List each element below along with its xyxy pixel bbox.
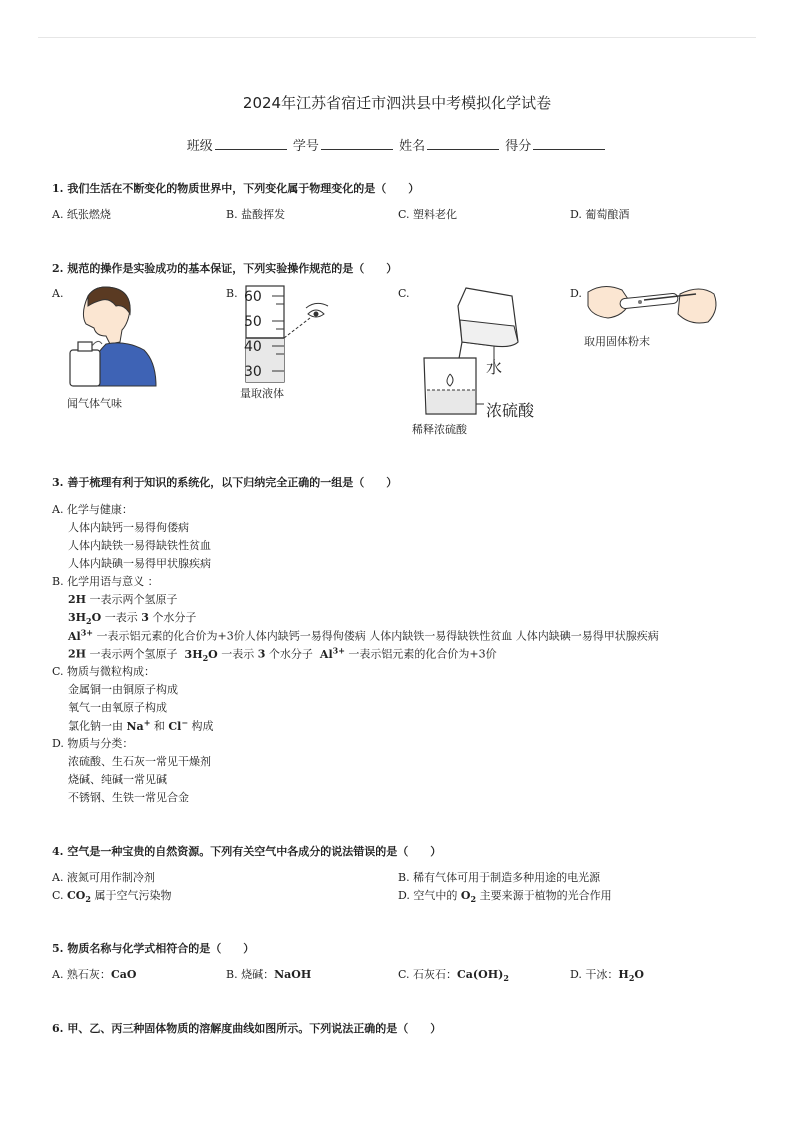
- q3-b-line-3: $Al^{3+}$ 一表示铝元素的化合价为+3价人体内缺钙一易得佝偻病 人体内缺铁一易得缺铁性贫血 人体内缺碘一易得甲状腺疾病: [68, 627, 659, 643]
- q3-d-line-3: 不锈钢、生铁一常见合金: [68, 791, 189, 804]
- q1-option-a[interactable]: A. 纸张燃烧: [52, 208, 111, 221]
- q4-option-d[interactable]: D. 空气中的 $O_2$ 主要来源于植物的光合作用: [398, 889, 612, 905]
- q3-b-line-2: $3H_2O$ 一表示 3 个水分子: [68, 611, 197, 627]
- q1-option-c[interactable]: C. 塑料老化: [398, 208, 458, 221]
- q1-option-b[interactable]: B. 盐酸挥发: [226, 208, 286, 221]
- question-6-stem: 6. 甲、乙、丙三种固体物质的溶解度曲线如图所示。下列说法正确的是（ ）: [52, 1022, 442, 1035]
- 2h-symbol: 2H: [68, 593, 87, 606]
- q2-caption-c: 稀释浓硫酸: [412, 423, 467, 436]
- scale-40: 40: [244, 339, 262, 355]
- page-title: 2024年江苏省宿迁市泗洪县中考模拟化学试卷: [242, 94, 552, 112]
- question-3-stem: 3. 善于梳理有利于知识的系统化，以下归纳完全正确的一组是（ ）: [52, 476, 398, 489]
- q2-option-d[interactable]: D.: [570, 287, 582, 300]
- q2-option-b[interactable]: B.: [226, 287, 238, 300]
- q3-a-line-2: 人体内缺铁一易得缺铁性贫血: [68, 539, 211, 552]
- taking-powder-illustration: [584, 282, 720, 330]
- q3-option-a[interactable]: A. 化学与健康：: [52, 503, 133, 516]
- q2-caption-d: 取用固体粉末: [584, 335, 650, 348]
- scale-60: 60: [244, 289, 262, 305]
- id-label: 学号: [292, 139, 319, 154]
- q5-option-c[interactable]: C. 石灰石：$Ca(OH)_2$: [398, 968, 509, 984]
- q2-caption-b: 量取液体: [240, 387, 284, 400]
- water-label: 水: [486, 358, 503, 377]
- scale-30: 30: [244, 364, 262, 380]
- q2-caption-a: 闻气体气味: [67, 397, 122, 410]
- scale-50: 50: [244, 314, 262, 330]
- q3-b-line-4: 2H 一表示两个氢原子 $3H_2O$ 一表示 3 个水分子 $Al^{3+}$ 一表示铝元素的化合价为+3价: [68, 645, 497, 663]
- al3-symbol: $Al^{3+}$: [68, 627, 93, 643]
- question-4-stem: 4. 空气是一种宝贵的自然资源。下列有关空气中各成分的说法错误的是（ ）: [52, 845, 442, 858]
- q3-d-line-2: 烧碱、纯碱一常见碱: [68, 773, 167, 786]
- name-label: 姓名: [399, 139, 426, 154]
- question-1-stem: 1. 我们生活在不断变化的物质世界中，下列变化属于物理变化的是（ ）: [52, 182, 420, 195]
- conc-acid-label: 浓硫酸: [486, 401, 535, 420]
- score-blank[interactable]: [533, 137, 605, 150]
- q3-option-c[interactable]: C. 物质与微粒构成：: [52, 665, 156, 678]
- question-5-stem: 5. 物质名称与化学式相符合的是（ ）: [52, 942, 255, 955]
- q3-b1-text: 一表示两个氢原子: [89, 593, 178, 606]
- student-info-line: [0, 135, 794, 154]
- q4-option-a[interactable]: A. 液氮可用作制冷剂: [52, 871, 155, 884]
- q3-option-b[interactable]: B. 化学用语与意义 ：: [52, 575, 159, 588]
- q3-c-line-2: 氧气一由氧原子构成: [68, 701, 167, 714]
- q2-option-c[interactable]: C.: [398, 287, 410, 300]
- class-label: 班级: [186, 139, 213, 154]
- class-blank[interactable]: [215, 137, 287, 150]
- q5-option-d[interactable]: D. 干冰：$H_2O$: [570, 968, 644, 984]
- q3-a-line-3: 人体内缺碘一易得甲状腺疾病: [68, 557, 211, 570]
- name-blank[interactable]: [427, 137, 499, 150]
- q3-option-d[interactable]: D. 物质与分类：: [52, 737, 134, 750]
- smelling-gas-illustration: [66, 284, 158, 386]
- q3-a-line-1: 人体内缺钙一易得佝偻病: [68, 521, 189, 534]
- score-label: 得分: [505, 139, 532, 154]
- q3-c-line-1: 金属铜一由铜原子构成: [68, 683, 178, 696]
- top-rule: [38, 37, 756, 38]
- q4-option-b[interactable]: B. 稀有气体可用于制造多种用途的电光源: [398, 871, 601, 884]
- q3-d-line-1: 浓硫酸、生石灰一常见干燥剂: [68, 755, 211, 768]
- id-blank[interactable]: [321, 137, 393, 150]
- q3-c-line-3: 氯化钠一由 Na+ 和 Cl− 构成: [68, 717, 214, 733]
- q4-option-c[interactable]: C. $CO_2$ 属于空气污染物: [52, 889, 172, 905]
- q1-option-d[interactable]: D. 葡萄酿酒: [570, 208, 630, 221]
- question-2-stem: 2. 规范的操作是实验成功的基本保证，下列实验操作规范的是（ ）: [52, 262, 398, 275]
- q5-option-b[interactable]: B. 烧碱：NaOH: [226, 968, 312, 981]
- 3h2o-symbol: $3H_2O$: [68, 611, 102, 627]
- q5-option-a[interactable]: A. 熟石灰：CaO: [52, 968, 137, 981]
- q2-option-a[interactable]: A.: [52, 287, 64, 300]
- q3-b-line-1: [68, 591, 178, 607]
